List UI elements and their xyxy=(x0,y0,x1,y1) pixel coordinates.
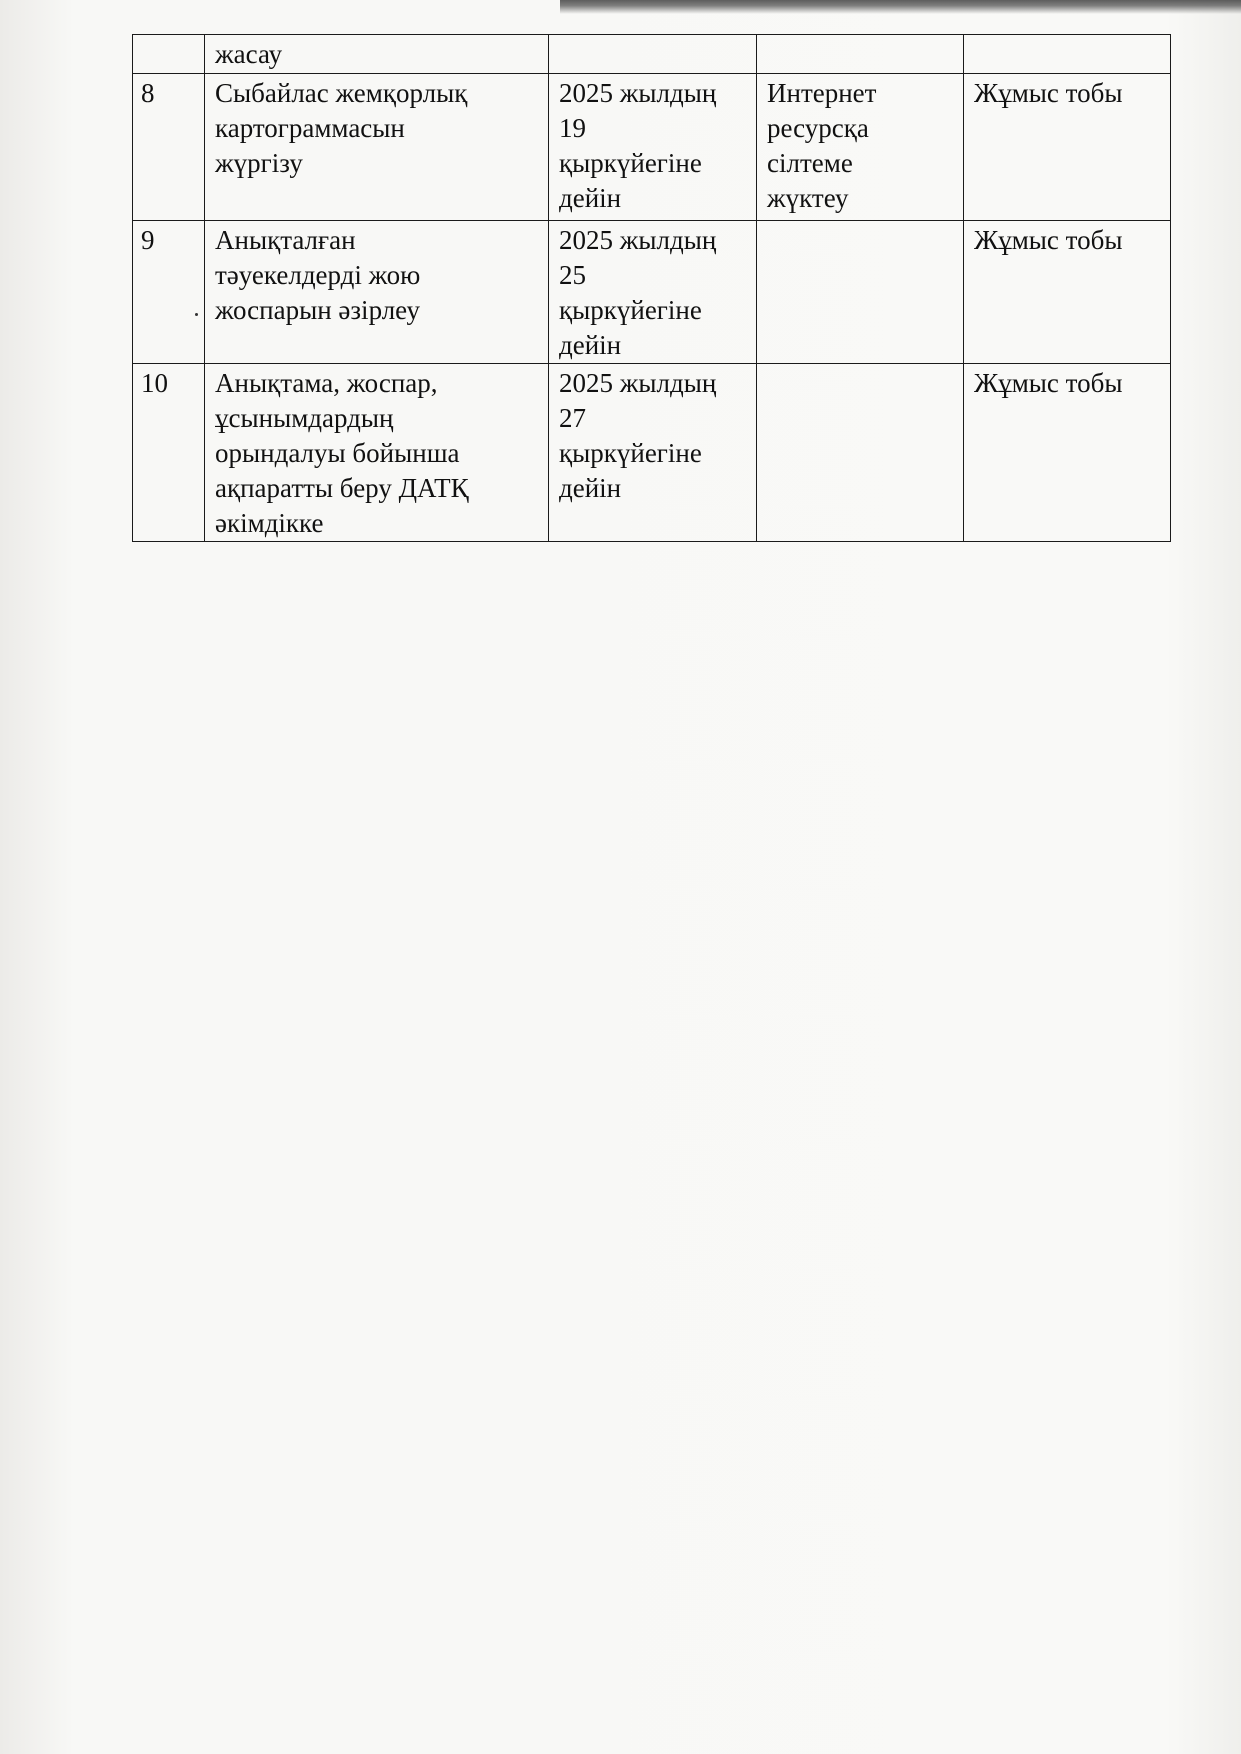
result-cell xyxy=(757,74,964,221)
responsible-cell xyxy=(964,35,1171,74)
responsible-cell xyxy=(964,221,1171,364)
table-row xyxy=(133,221,1171,364)
scan-speck xyxy=(195,313,198,316)
deadline-text: 2025 жылдың 19 қыркүйегіне дейін xyxy=(559,78,717,213)
deadline-cell xyxy=(549,221,757,364)
deadline-cell xyxy=(549,364,757,542)
action-cell xyxy=(205,74,549,221)
responsible-text: Жұмыс тобы xyxy=(974,225,1123,255)
table-row xyxy=(133,74,1171,221)
action-text: Анықталған тәуекелдерді жою жоспарын әзірлеу xyxy=(215,225,421,325)
row-number: 9 xyxy=(141,225,155,255)
action-text: Анықтама, жоспар, ұсынымдардың орындалуы бойынша ақпаратты беру ДАТҚ әкімдікке xyxy=(215,368,469,538)
action-cell xyxy=(205,221,549,364)
action-plan-table xyxy=(132,34,1171,542)
row-number-cell xyxy=(133,221,205,364)
action-text: Сыбайлас жемқорлық картограммасын жүргізу xyxy=(215,78,468,178)
action-cell xyxy=(205,35,549,74)
row-number-cell xyxy=(133,35,205,74)
row-number: 8 xyxy=(141,78,155,108)
deadline-text: 2025 жылдың 25 қыркүйегіне дейін xyxy=(559,225,717,360)
table-row xyxy=(133,364,1171,542)
deadline-cell xyxy=(549,35,757,74)
result-cell xyxy=(757,35,964,74)
result-cell xyxy=(757,364,964,542)
scan-edge-shadow xyxy=(560,0,1241,14)
row-number-cell xyxy=(133,364,205,542)
row-number: 10 xyxy=(141,368,168,398)
deadline-cell xyxy=(549,74,757,221)
deadline-text: 2025 жылдың 27 қыркүйегіне дейін xyxy=(559,368,717,503)
action-cell xyxy=(205,364,549,542)
row-number-cell xyxy=(133,74,205,221)
result-cell xyxy=(757,221,964,364)
responsible-text: Жұмыс тобы xyxy=(974,78,1123,108)
responsible-cell xyxy=(964,74,1171,221)
action-text: жасау xyxy=(215,39,283,69)
table-row xyxy=(133,35,1171,74)
responsible-text: Жұмыс тобы xyxy=(974,368,1123,398)
responsible-cell xyxy=(964,364,1171,542)
result-text: Интернет ресурсқа сілтеме жүктеу xyxy=(767,78,877,213)
